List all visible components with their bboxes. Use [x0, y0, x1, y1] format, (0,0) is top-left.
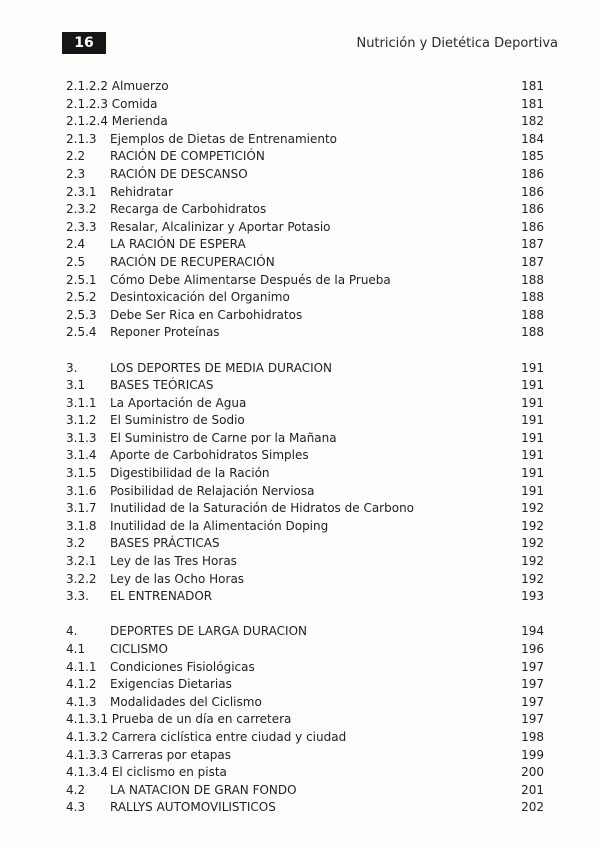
toc-entry-page: 194 [521, 624, 544, 639]
toc-entry-number: 2.5.1 [66, 272, 97, 287]
table-of-contents [66, 78, 544, 817]
toc-entry-page: 197 [521, 712, 544, 727]
toc-entry-number: 3.1.6 [66, 483, 97, 498]
toc-entry-number: 3.3. [66, 589, 89, 604]
toc-entry-title: Ejemplos de Dietas de Entrenamiento [110, 131, 338, 146]
toc-entry-number: 3.1 [66, 378, 86, 393]
toc-entry-title: Cómo Debe Alimentarse Después de la Prueba [110, 272, 391, 287]
toc-entry [66, 676, 544, 694]
toc-entry-page: 191 [521, 448, 544, 463]
toc-entry-page: 202 [521, 800, 544, 815]
toc-entry-number: 2.4 [66, 237, 86, 252]
toc-entry-title: RACIÓN DE RECUPERACIÓN [110, 254, 275, 269]
toc-entry [66, 553, 544, 571]
toc-entry-number: 2.3 [66, 166, 86, 181]
toc-entry-page: 200 [521, 765, 544, 780]
toc-entry-page: 199 [521, 747, 544, 762]
toc-entry-title: LA NATACION DE GRAN FONDO [110, 782, 297, 797]
toc-entry-number: 3.1.2 [66, 413, 97, 428]
toc-entry-page: 191 [521, 360, 544, 375]
toc-entry [66, 272, 544, 290]
toc-entry [66, 148, 544, 166]
toc-entry-title: Inutilidad de la Saturación de Hidratos de Carbono [110, 501, 415, 516]
toc-entry-title: Digestibilidad de la Ración [110, 466, 270, 481]
toc-entry-page: 197 [521, 677, 544, 692]
toc-entry [66, 782, 544, 800]
toc-entry-page: 191 [521, 430, 544, 445]
toc-entry-page: 197 [521, 659, 544, 674]
toc-entry-title: Exigencias Dietarias [110, 677, 232, 692]
toc-entry-title: Ley de las Tres Horas [110, 554, 237, 569]
toc-entry [66, 289, 544, 307]
toc-entry-page: 191 [521, 395, 544, 410]
toc-entry-title: Reponer Proteínas [110, 325, 220, 340]
toc-entry-page: 186 [521, 219, 544, 234]
toc-entry-title: RALLYS AUTOMOVILISTICOS [110, 800, 276, 815]
toc-entry-number: 4. [66, 624, 78, 639]
toc-entry [66, 659, 544, 677]
toc-entry-number: 3.1.5 [66, 466, 97, 481]
toc-entry [66, 764, 544, 782]
toc-entry-page: 182 [521, 114, 544, 129]
toc-entry-page: 197 [521, 694, 544, 709]
toc-entry [66, 113, 544, 131]
toc-entry-title: 4.1.3.2 Carrera ciclística entre ciudad y ciudad [66, 729, 347, 744]
toc-entry-number: 2.3.2 [66, 202, 97, 217]
toc-entry-page: 192 [521, 501, 544, 516]
toc-entry-number: 3.2 [66, 536, 86, 551]
toc-entry-page: 191 [521, 466, 544, 481]
toc-entry [66, 324, 544, 342]
toc-entry-title: CICLISMO [110, 642, 168, 656]
toc-entry-title: Recarga de Carbohidratos [110, 202, 267, 217]
toc-entry-number: 3.1.8 [66, 518, 97, 533]
toc-entry-page: 186 [521, 166, 544, 181]
toc-entry [66, 360, 544, 378]
toc-entry-page: 181 [521, 79, 544, 93]
toc-entry-number: 4.1 [66, 642, 86, 656]
toc-entry [66, 588, 544, 606]
toc-entry-number: 4.2 [66, 782, 86, 797]
toc-entry-title: El Suministro de Sodio [110, 413, 245, 428]
toc-entry-page: 192 [521, 554, 544, 569]
toc-entry-page: 191 [521, 483, 544, 498]
toc-entry-title: Resalar, Alcalinizar y Aportar Potasio [110, 219, 331, 234]
toc-entry [66, 571, 544, 589]
toc-entry-page: 191 [521, 378, 544, 393]
toc-entry-page: 186 [521, 184, 544, 199]
toc-entry-number: 2.5.2 [66, 290, 97, 305]
toc-entry [66, 430, 544, 448]
toc-entry [66, 694, 544, 712]
toc-entry [66, 254, 544, 272]
toc-entry [66, 395, 544, 413]
toc-entry [66, 184, 544, 202]
toc-entry-number: 2.5.3 [66, 307, 97, 322]
toc-entry-page: 191 [521, 413, 544, 428]
toc-entry [66, 96, 544, 114]
toc-entry [66, 219, 544, 237]
toc-entry-title: 2.1.2.4 Merienda [66, 114, 168, 129]
toc-entry [66, 131, 544, 149]
toc-entry [66, 307, 544, 325]
toc-entry-page: 198 [521, 729, 544, 744]
toc-entry-title: 2.1.2.3 Comida [66, 96, 158, 111]
toc-entry [66, 729, 544, 747]
toc-entry [66, 799, 544, 817]
toc-entry-page: 187 [521, 254, 544, 269]
toc-entry-number: 4.1.2 [66, 677, 97, 692]
toc-entry-page: 188 [521, 290, 544, 305]
toc-entry [66, 518, 544, 536]
toc-entry-title: Rehidratar [110, 184, 174, 199]
toc-entry-title: Posibilidad de Relajación Nerviosa [110, 483, 315, 498]
toc-entry [66, 78, 544, 96]
toc-entry [66, 535, 544, 553]
toc-entry-page: 188 [521, 325, 544, 340]
toc-entry-number: 4.1.3 [66, 694, 97, 709]
toc-entry [66, 412, 544, 430]
toc-entry-number: 2.5.4 [66, 325, 97, 340]
toc-entry-title: RACIÓN DE DESCANSO [110, 166, 248, 181]
toc-entry-title: 4.1.3.3 Carreras por etapas [66, 747, 232, 762]
toc-entry-title: DEPORTES DE LARGA DURACION [110, 624, 307, 639]
toc-entry-page: 188 [521, 272, 544, 287]
section-gap [66, 342, 544, 360]
toc-entry-page: 192 [521, 518, 544, 533]
section-gap [66, 606, 544, 624]
toc-entry-number: 3.1.1 [66, 395, 97, 410]
toc-entry-title: La Aportación de Agua [110, 395, 247, 410]
toc-entry-title: 4.1.3.4 El ciclismo en pista [66, 765, 227, 780]
toc-entry-page: 186 [521, 202, 544, 217]
toc-entry [66, 623, 544, 641]
toc-entry-number: 2.3.1 [66, 184, 97, 199]
toc-entry-number: 3. [66, 360, 78, 375]
toc-entry-title: RACIÓN DE COMPETICIÓN [110, 149, 265, 164]
toc-entry-title: BASES PRÁCTICAS [110, 536, 220, 551]
toc-entry-number: 3.1.4 [66, 448, 97, 463]
toc-entry-page: 193 [521, 589, 544, 604]
toc-entry-title: EL ENTRENADOR [110, 589, 213, 604]
toc-entry-title: Desintoxicación del Organimo [110, 290, 290, 305]
toc-entry-title: Aporte de Carbohidratos Simples [110, 448, 309, 463]
toc-entry-number: 2.2 [66, 149, 86, 164]
toc-entry [66, 201, 544, 219]
toc-entry-number: 4.3 [66, 800, 86, 815]
toc-entry-page: 188 [521, 307, 544, 322]
toc-entry [66, 377, 544, 395]
toc-entry-title: 2.1.2.2 Almuerzo [66, 79, 169, 93]
toc-entry-title: LA RACIÓN DE ESPERA [110, 237, 246, 252]
page-number: 16 [62, 32, 106, 54]
toc-entry-number: 3.2.2 [66, 571, 97, 586]
toc-entry-title: Modalidades del Ciclismo [110, 694, 262, 709]
toc-entry-page: 187 [521, 237, 544, 252]
toc-entry [66, 236, 544, 254]
toc-entry-number: 3.2.1 [66, 554, 97, 569]
running-title: Nutrición y Dietética Deportiva [356, 36, 558, 51]
toc-entry-title: BASES TEÓRICAS [110, 378, 214, 393]
toc-entry-number: 3.1.7 [66, 501, 97, 516]
toc-entry [66, 711, 544, 729]
toc-entry-page: 192 [521, 571, 544, 586]
toc-entry [66, 483, 544, 501]
toc-entry-number: 2.3.3 [66, 219, 97, 234]
toc-entry-number: 3.1.3 [66, 430, 97, 445]
toc-entry-title: Ley de las Ocho Horas [110, 571, 245, 586]
toc-entry [66, 747, 544, 765]
toc-entry-page: 201 [521, 782, 544, 797]
toc-entry-number: 4.1.1 [66, 659, 97, 674]
toc-entry-page: 185 [521, 149, 544, 164]
toc-entry-page: 196 [521, 642, 544, 656]
toc-entry-title: Condiciones Fisiológicas [110, 659, 255, 674]
toc-entry-page: 184 [521, 131, 544, 146]
toc-entry-number: 2.1.3 [66, 131, 97, 146]
toc-entry-title: 4.1.3.1 Prueba de un día en carretera [66, 712, 292, 727]
toc-entry [66, 641, 544, 659]
toc-entry-page: 181 [521, 96, 544, 111]
toc-entry-title: Inutilidad de la Alimentación Doping [110, 518, 329, 533]
toc-entry-title: Debe Ser Rica en Carbohidratos [110, 307, 303, 322]
toc-entry [66, 166, 544, 184]
toc-entry-number: 2.5 [66, 254, 86, 269]
toc-entry-title: El Suministro de Carne por la Mañana [110, 430, 337, 445]
toc-entry [66, 447, 544, 465]
toc-entry-page: 192 [521, 536, 544, 551]
toc-entry [66, 465, 544, 483]
toc-entry-title: LOS DEPORTES DE MEDIA DURACION [110, 360, 333, 375]
toc-entry [66, 500, 544, 518]
